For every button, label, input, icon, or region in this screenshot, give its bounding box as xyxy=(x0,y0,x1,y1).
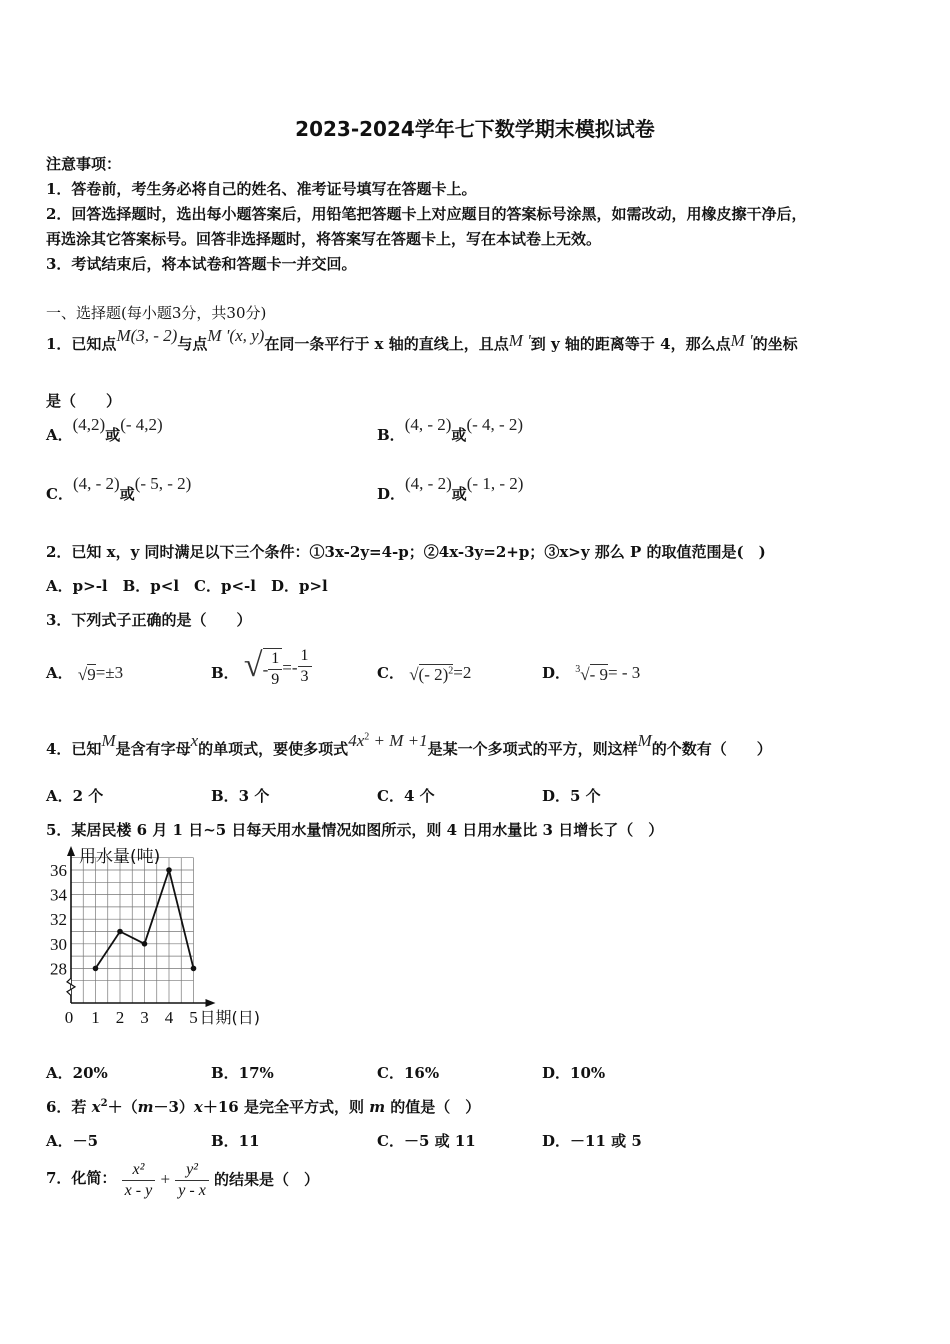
data-point xyxy=(93,966,99,972)
q3-option-b: B． √- $\frac{1}{9}$ =- $\frac{1}{3}$ xyxy=(211,644,312,690)
question-2-options: A．p>-l B．p<l C．p<-l D．p>l xyxy=(46,577,328,595)
q1-option-d: D．(4, - 2)或(- 1, - 2) xyxy=(377,474,524,503)
q1-option-c: C．(4, - 2)或(- 5, - 2) xyxy=(46,474,192,503)
y-tick-label: 28 xyxy=(50,959,67,979)
x-axis-arrow xyxy=(206,999,216,1007)
question-1-stem-end: 是（ ） xyxy=(46,392,122,410)
q5-option-a: A．20% xyxy=(46,1064,108,1082)
q3-option-d: D． $^3$√- 9= - 3 xyxy=(542,663,641,684)
y-axis-label: 用水量(吨) xyxy=(79,847,161,867)
question-7-stem: 7．化简： $\frac{\text{x²}}{x - y}$ + $\frac{\text{y²}}{y - x}$ 的结果是（ ） xyxy=(46,1161,320,1199)
q6-option-c: C．－5 或 11 xyxy=(377,1132,476,1150)
question-3-stem: 3．下列式子正确的是（ ） xyxy=(46,611,252,629)
q6-option-d: D．－11 或 5 xyxy=(542,1132,642,1150)
question-6-stem: 6．若 $x^2+(m-3)x+16$ 是完全平方式，则 m 的值是（ ） xyxy=(46,1098,481,1116)
notice-heading: 注意事项： xyxy=(46,155,122,173)
y-tick-label: 36 xyxy=(50,861,67,880)
q1-option-b: B．(4, - 2)或(- 4, - 2) xyxy=(377,415,524,444)
question-2-stem: 2．已知 x，y 同时满足以下三个条件：①3x-2y=4-p；②4x-3y=2+p；③x>y 那么 P 的取值范围是( ) xyxy=(46,543,766,561)
x-tick-label: 3 xyxy=(140,1008,149,1027)
q6-option-a: A．－5 xyxy=(46,1132,99,1150)
q4-option-d: D．5 个 xyxy=(542,787,601,805)
water-usage-chart xyxy=(40,846,290,1036)
y-tick-label: 32 xyxy=(50,910,67,930)
q3-option-a: A． √9=±3 xyxy=(46,663,124,684)
x-tick-label: 2 xyxy=(115,1008,125,1027)
data-point xyxy=(117,929,123,935)
q4-option-b: B．3 个 xyxy=(211,787,270,805)
notice-item: 再选涂其它答案标号。回答非选择题时，将答案写在答题卡上，写在本试卷上无效。 xyxy=(46,230,602,248)
q5-option-d: D．10% xyxy=(542,1064,606,1082)
q4-option-c: C．4 个 xyxy=(377,787,435,805)
x-tick-label: 1 xyxy=(91,1008,100,1027)
section-heading: 一、选择题(每小题3分，共30分) xyxy=(46,304,267,322)
x-tick-label: 0 xyxy=(64,1008,74,1027)
data-point xyxy=(166,867,172,873)
q1-option-a: A．(4,2)或(- 4,2) xyxy=(46,415,163,444)
q3-option-c: C． √(- 2)$^2$=2 xyxy=(377,663,472,684)
data-point xyxy=(142,941,148,947)
y-tick-label: 34 xyxy=(50,885,67,905)
data-point xyxy=(191,966,197,972)
y-axis-arrow xyxy=(67,846,75,856)
question-4-stem: 4．已知M是含有字母x的单项式，要使多项式$4x^2 + M +1$是某一个多项式的平方，则这样M的个数有（ ） xyxy=(46,731,772,758)
notice-item: 1．答卷前，考生务必将自己的姓名、准考证号填写在答题卡上。 xyxy=(46,180,477,198)
q5-option-b: B．17% xyxy=(211,1064,274,1082)
x-tick-label: 4 xyxy=(164,1008,174,1027)
notice-item: 2．回答选择题时，选出每小题答案后，用铅笔把答题卡上对应题目的答案标号涂黑，如需改动，用橡皮擦干净后， xyxy=(46,205,807,223)
q6-option-b: B．11 xyxy=(211,1132,260,1150)
x-axis-label: 日期(日) xyxy=(199,1008,260,1027)
x-tick-label: 5 xyxy=(189,1008,198,1027)
y-tick-label: 30 xyxy=(50,934,67,954)
q5-option-c: C．16% xyxy=(377,1064,440,1082)
notice-item: 3．考试结束后，将本试卷和答题卡一并交回。 xyxy=(46,255,357,273)
page-title: 2023-2024学年七下数学期末模拟试卷 xyxy=(295,117,655,141)
q4-option-a: A．2 个 xyxy=(46,787,104,805)
question-1-stem: 1．已知点M(3, - 2)与点M '(x, y)在同一条平行于 x 轴的直线上，且点M '到 y 轴的距离等于 4，那么点M '的坐标 xyxy=(46,326,798,353)
question-5-stem: 5．某居民楼 6 月 1 日~5 日每天用水量情况如图所示，则 4 日用水量比 3 日增长了（ ） xyxy=(46,821,664,839)
